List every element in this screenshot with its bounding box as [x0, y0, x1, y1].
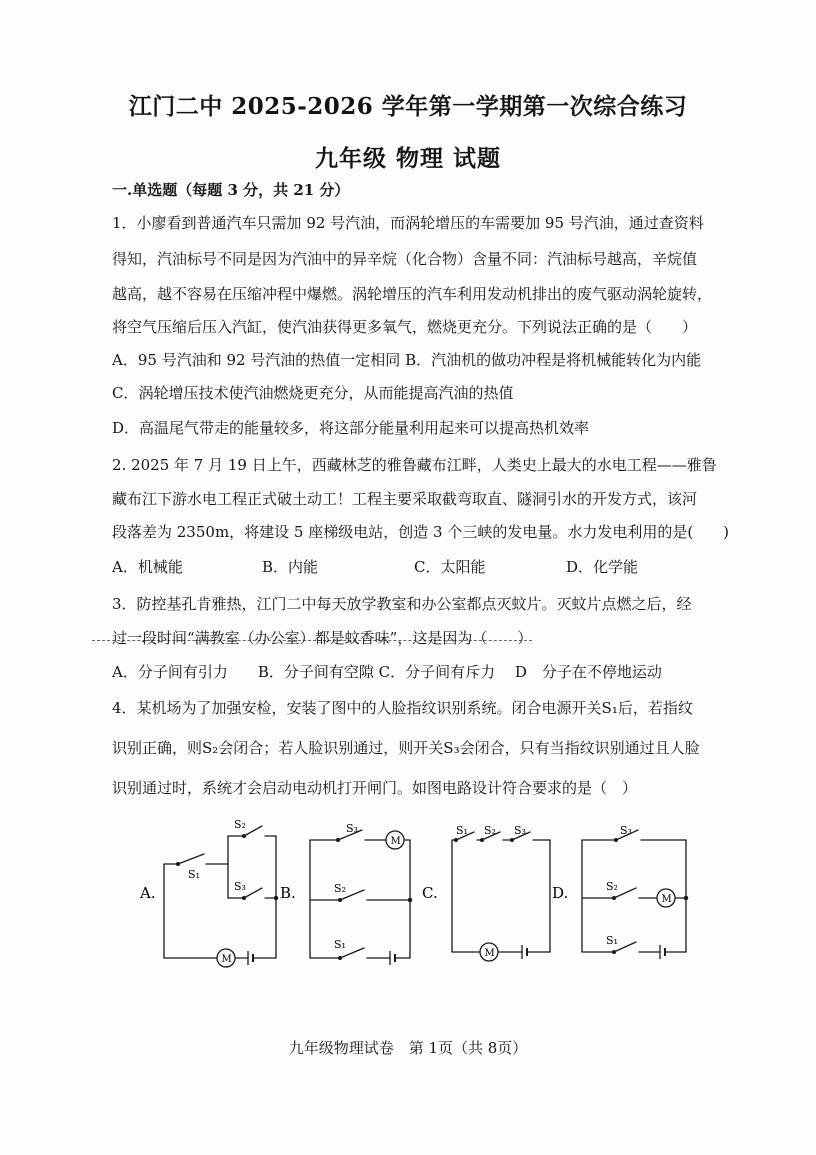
- q2-option-a: A．机械能: [112, 558, 183, 576]
- q1-option: D．高温尾气带走的能量较多，将这部分能量利用起来可以提高热机效率: [112, 419, 590, 437]
- q3-options: A．分子间有引力 B．分子间有空隙 C．分子间有斥力 D 分子在不停地运动: [112, 663, 662, 681]
- circuit-d-motor-label: M: [661, 894, 672, 905]
- q2-option-b: B．内能: [262, 558, 319, 576]
- circuit-a-s1-label: S₁: [188, 868, 200, 881]
- circuit-c-s1-label: S₁: [456, 824, 468, 837]
- q1-line: 将空气压缩后压入汽缸，使汽油获得更多氧气，燃烧更充分。下列说法正确的是（ ）: [112, 318, 698, 336]
- circuit-c-s2-label: S₂: [484, 824, 496, 837]
- circuit-diagrams: [120, 812, 700, 972]
- exam-title: 江门二中 2025-2026 学年第一学期第一次综合练习: [128, 93, 688, 120]
- q2-line: 藏布江下游水电工程正式破土动工！工程主要采取截弯取直、隧洞引水的开发方式，该河: [112, 490, 698, 508]
- circuit-d-s3-label: S₃: [620, 824, 632, 837]
- q1-option: A．95 号汽油和 92 号汽油的热值一定相同 B．汽油机的做功冲程是将机械能转化为内能: [112, 351, 702, 369]
- circuit-a-s2-label: S₂: [234, 818, 246, 831]
- circuit-a-label: A.: [140, 884, 156, 902]
- q4-line: 识别正确，则S₂会闭合；若人脸识别通过，则开关S₃会闭合，只有当指纹识别通过且人脸: [112, 739, 700, 757]
- circuit-b-label: B.: [280, 884, 296, 902]
- circuit-c-s3-label: S₃: [514, 824, 526, 837]
- circuit-d-label: D.: [552, 884, 569, 902]
- q1-option: C．涡轮增压技术使汽油燃烧更充分，从而能提高汽油的热值: [112, 384, 514, 402]
- circuit-d-s2-label: S₂: [606, 880, 618, 893]
- q2-line: 段落差为 2350m，将建设 5 座梯级电站，创造 3 个三峡的发电量。水力发电利用的是( ): [112, 523, 730, 541]
- circuit-a-s3-label: S₃: [234, 880, 246, 893]
- circuit-b-s2-label: S₂: [334, 882, 346, 895]
- circuit-c-motor-label: M: [484, 948, 495, 959]
- q1-line: 越高，越不容易在压缩冲程中爆燃。涡轮增压的汽车利用发动机排出的废气驱动涡轮旋转，: [112, 285, 713, 303]
- q1-line: 得知，汽油标号不同是因为汽油中的异辛烷（化合物）含量不同：汽油标号越高，辛烷值: [112, 250, 698, 268]
- q4-line: 识别通过时，系统才会启动电动机打开闸门。如图电路设计符合要求的是（ ）: [112, 779, 638, 797]
- circuit-d-s1-label: S₁: [606, 934, 618, 947]
- q1-line: 1．小廖看到普通汽车只需加 92 号汽油，而涡轮增压的车需要加 95 号汽油，通过查资料: [112, 214, 704, 232]
- circuit-b-s1-label: S₁: [334, 938, 346, 951]
- exam-subtitle: 九年级 物理 试题: [314, 145, 501, 172]
- q3-line: 3．防控基孔肯雅热，江门二中每天放学教室和办公室都点灭蚊片。灭蚊片点燃之后，经: [112, 595, 692, 613]
- q3-line: 过一段时间“满教室（办公室）都是蚊香味”，这是因为（ ）: [112, 629, 533, 647]
- circuit-b-motor-label: M: [390, 836, 401, 847]
- circuit-b-s3-label: S₃: [346, 822, 358, 835]
- page-footer: 九年级物理试卷 第 1页（共 8页）: [288, 1039, 528, 1057]
- circuit-c-label: C.: [422, 884, 438, 902]
- circuit-a-motor-label: M: [221, 954, 232, 965]
- q2-option-d: D．化学能: [566, 558, 639, 576]
- q2-option-c: C．太阳能: [414, 558, 486, 576]
- section-heading: 一.单选题（每题 3 分，共 21 分）: [112, 181, 350, 199]
- q2-line: 2. 2025 年 7 月 19 日上午，西藏林芝的雅鲁藏布江畔，人类史上最大的水电工程——雅鲁: [112, 456, 717, 474]
- q4-line: 4．某机场为了加强安检，安装了图中的人脸指纹识别系统。闭合电源开关S₁后，若指纹: [112, 699, 693, 717]
